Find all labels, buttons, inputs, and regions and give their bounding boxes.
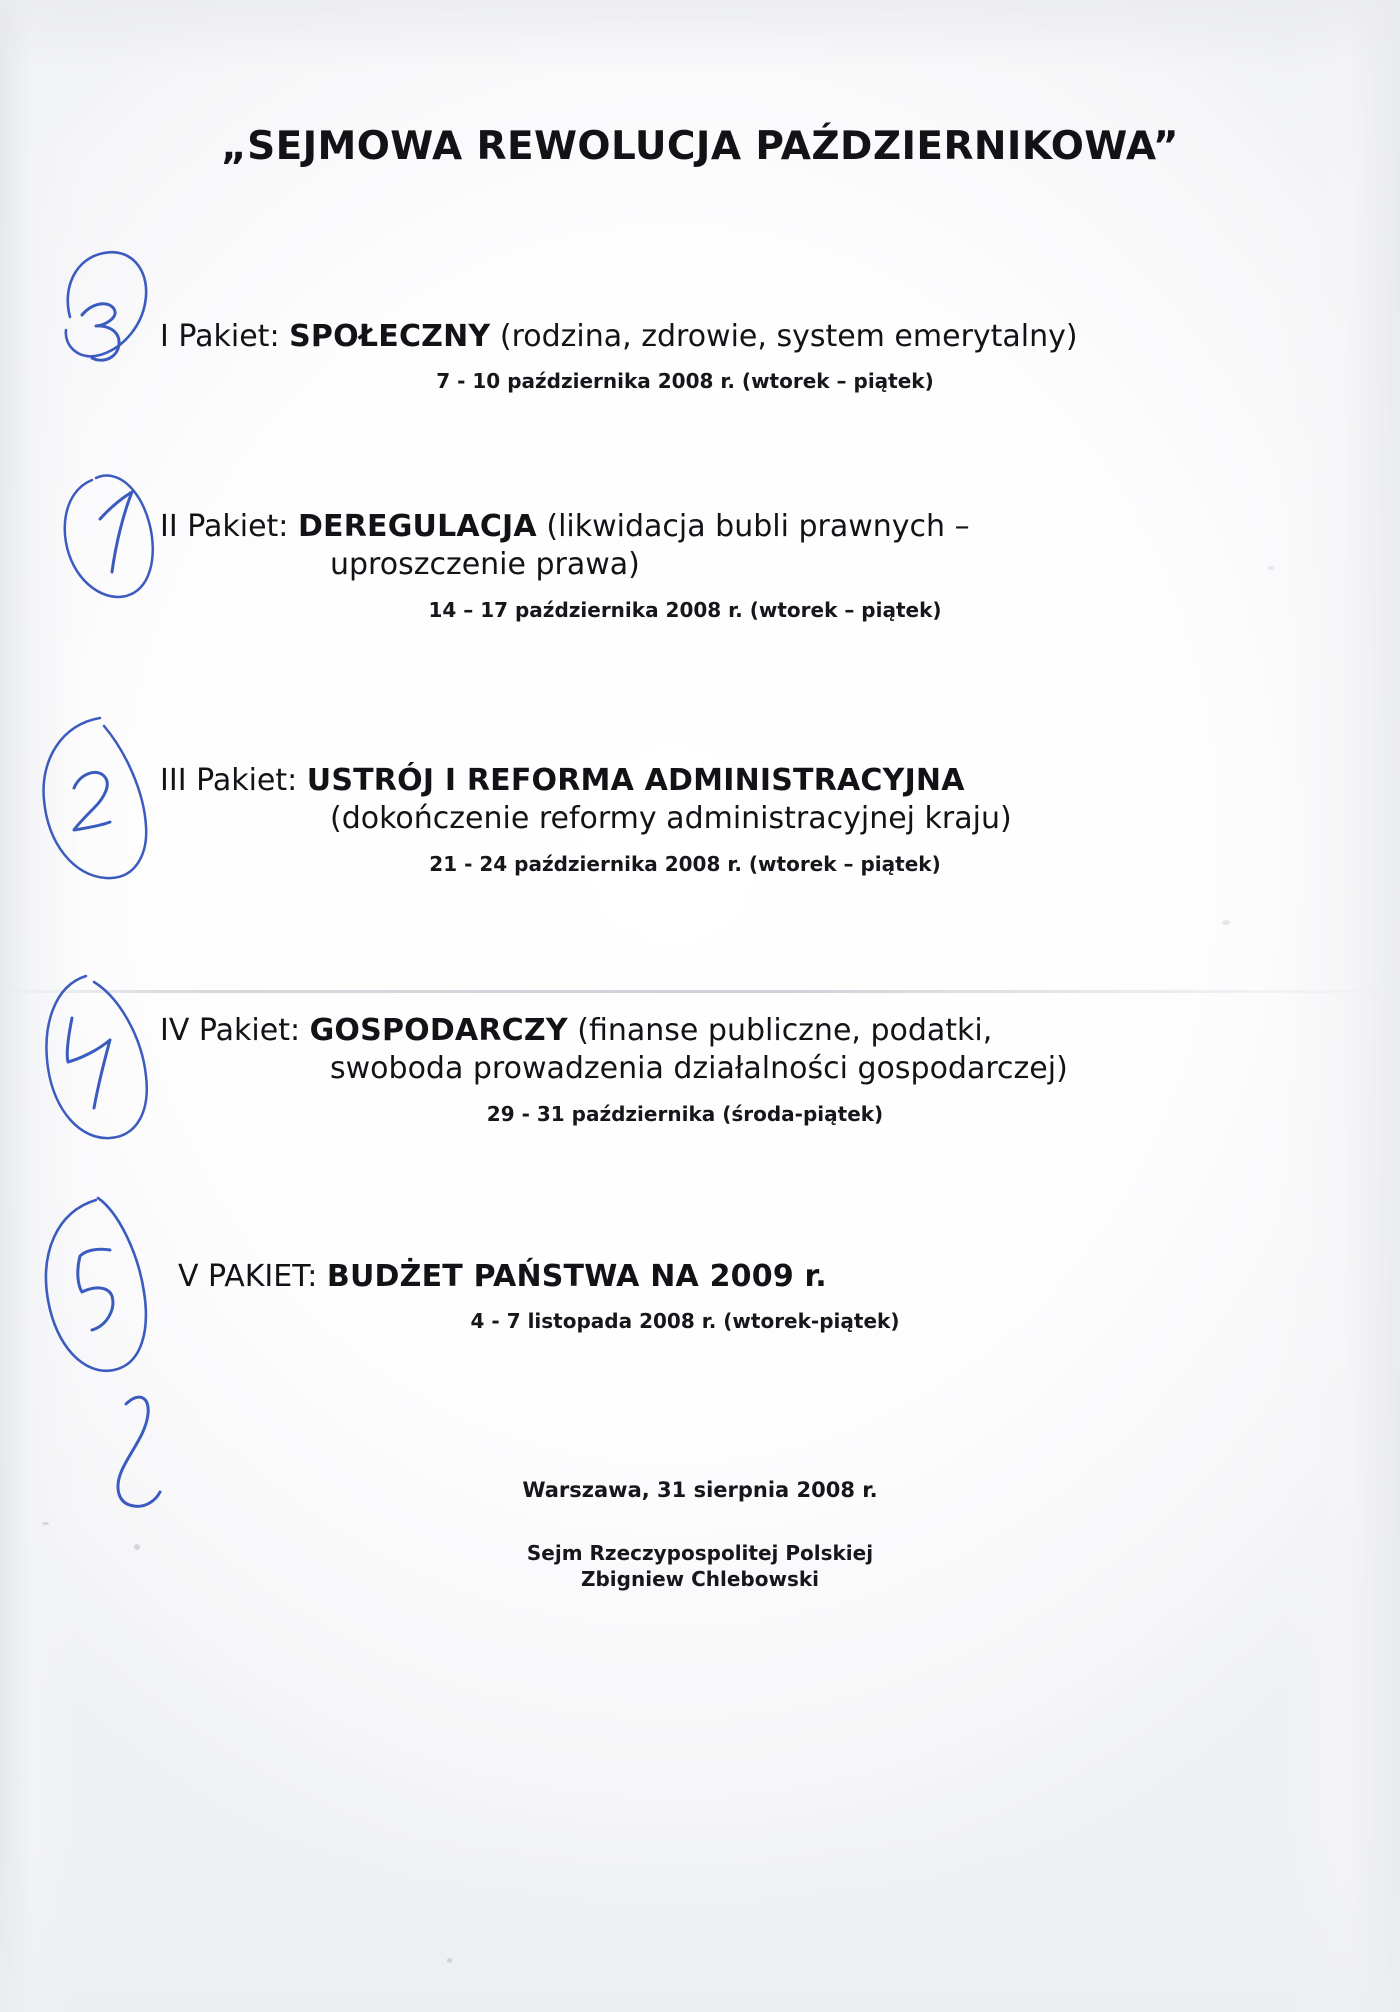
scan-shading-bottom <box>0 1832 1400 2012</box>
footer-organization: Sejm Rzeczypospolitej Polskiej <box>526 1541 874 1565</box>
package-roman-label: III Pakiet: <box>160 763 307 798</box>
package-date: 4 - 7 listopada 2008 r. (wtorek-piątek) <box>470 1309 900 1334</box>
package-date: 29 - 31 października (środa-piątek) <box>486 1101 884 1126</box>
package-date: 7 - 10 października 2008 r. (wtorek – piątek) <box>436 369 934 394</box>
package-name: USTRÓJ I REFORMA ADMINISTRACYJNA <box>306 763 965 798</box>
package-name: BUDŻET PAŃSTWA NA 2009 r. <box>326 1259 827 1294</box>
paper-speck <box>447 1958 452 1963</box>
package-heading <box>0 1258 1400 1296</box>
package-description: (finanse publiczne, podatki, <box>567 1013 993 1048</box>
package-item-1 <box>0 318 1400 393</box>
package-roman-label: II Pakiet: <box>160 509 298 544</box>
document-footer <box>0 1478 1400 1593</box>
package-heading <box>0 318 1400 356</box>
package-heading <box>0 1012 1400 1050</box>
footer-city-date: Warszawa, 31 sierpnia 2008 r. <box>522 1478 878 1502</box>
paper-speck <box>1222 920 1230 925</box>
document-title: „SEJMOWA REWOLUCJA PAŹDZIERNIKOWA” <box>221 124 1179 169</box>
package-description: (rodzina, zdrowie, system emerytalny) <box>490 319 1078 354</box>
package-date: 14 – 17 października 2008 r. (wtorek – piątek) <box>428 597 942 622</box>
package-item-4 <box>0 1012 1400 1126</box>
scan-shading-left <box>0 0 80 2012</box>
scan-shading-right <box>1280 0 1400 2012</box>
package-name: DEREGULACJA <box>297 509 537 544</box>
package-description-line2: swoboda prowadzenia działalności gospodarczej) <box>330 1051 1068 1087</box>
package-roman-label: V PAKIET: <box>178 1259 327 1294</box>
package-item-5 <box>0 1258 1400 1333</box>
package-date: 21 - 24 października 2008 r. (wtorek – piątek) <box>429 851 941 876</box>
footer-signatory: Zbigniew Chlebowski <box>580 1567 820 1592</box>
package-name: GOSPODARCZY <box>309 1013 568 1048</box>
package-heading <box>0 762 1400 800</box>
package-description-line2: (dokończenie reformy administracyjnej kraju) <box>330 801 1012 837</box>
package-item-3 <box>0 762 1400 876</box>
scan-shading-top <box>0 0 1400 70</box>
paper-fold-crease <box>0 990 1400 993</box>
package-item-2 <box>0 508 1400 622</box>
package-name: SPOŁECZNY <box>289 319 491 354</box>
package-roman-label: I Pakiet: <box>160 319 290 354</box>
package-description-line2: uproszczenie prawa) <box>330 547 640 583</box>
package-heading <box>0 508 1400 546</box>
package-roman-label: IV Pakiet: <box>160 1013 310 1048</box>
package-description: (likwidacja bubli prawnych – <box>536 509 970 544</box>
